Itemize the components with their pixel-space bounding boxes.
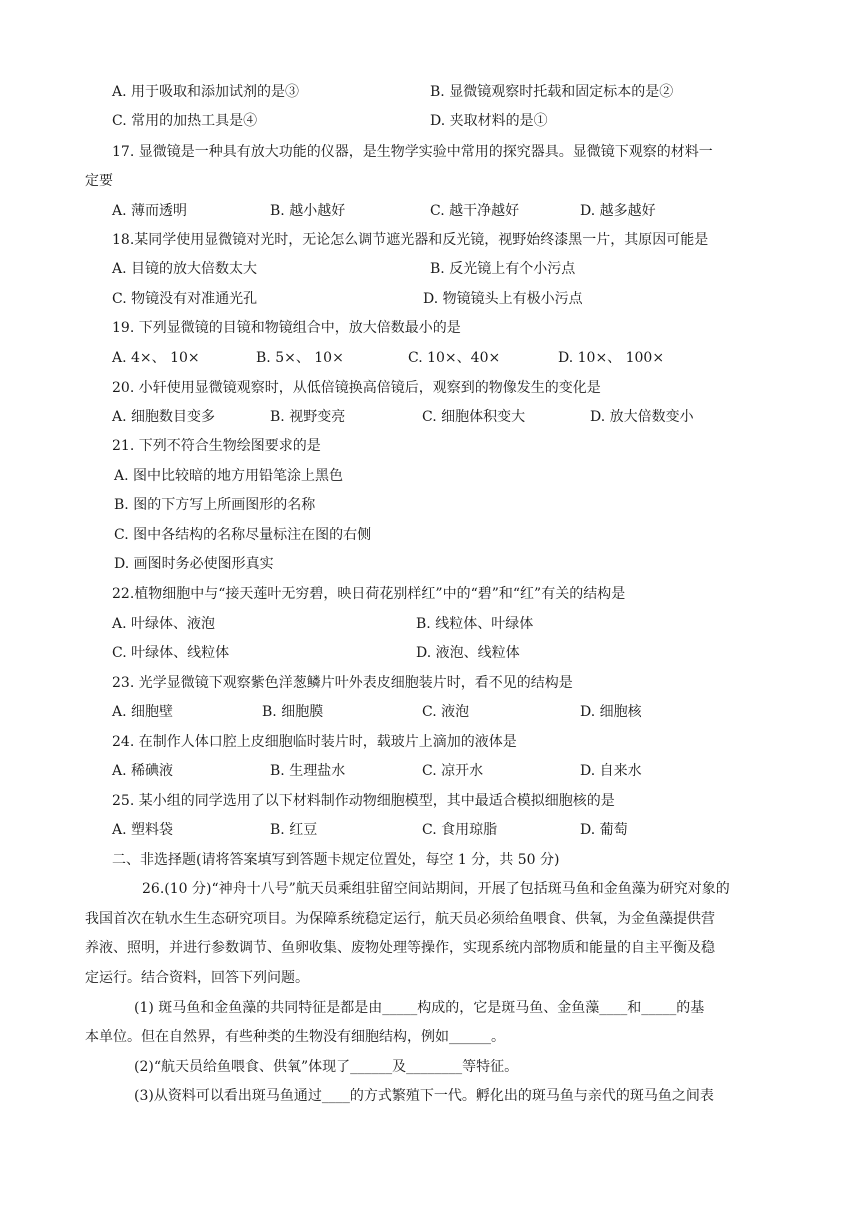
q26-passage-line-4: 定运行。结合资料，回答下列问题。 — [85, 970, 309, 986]
q25-option-b: B. 红豆 — [270, 822, 318, 838]
q18-option-a: A. 目镜的放大倍数太大 — [112, 261, 258, 277]
q16-option-a: A. 用于吸取和添加试剂的是③ — [112, 84, 300, 100]
q21-option-b: B. 图的下方写上所画图形的名称 — [114, 497, 316, 513]
q17-option-d: D. 越多越好 — [580, 203, 656, 219]
q26-passage-line-3: 养液、照明，并进行参数调节、鱼卵收集、废物处理等操作，实现系统内部物质和能量的自主平衡及稳 — [85, 940, 715, 956]
q24-stem: 24. 在制作人体口腔上皮细胞临时装片时，载玻片上滴加的液体是 — [112, 734, 517, 750]
q22-option-a: A. 叶绿体、液泡 — [112, 616, 216, 632]
q22-option-c: C. 叶绿体、线粒体 — [112, 645, 230, 661]
q18-option-d: D. 物镜镜头上有极小污点 — [423, 291, 583, 307]
q22-option-d: D. 液泡、线粒体 — [416, 645, 520, 661]
q23-option-c: C. 液泡 — [422, 704, 470, 720]
q22-stem: 22.植物细胞中与“接天莲叶无穷碧，映日荷花别样红”中的“碧”和“红”有关的结构是 — [112, 586, 626, 602]
q18-option-b: B. 反光镜上有个小污点 — [430, 261, 576, 277]
q23-option-b: B. 细胞膜 — [262, 704, 324, 720]
q24-option-b: B. 生理盐水 — [270, 763, 346, 779]
q16-option-c: C. 常用的加热工具是④ — [112, 113, 258, 129]
q24-option-d: D. 自来水 — [580, 763, 642, 779]
section-heading: 二、非选择题(请将答案填写到答题卡规定位置处，每空 1 分，共 50 分) — [112, 852, 560, 868]
q23-option-d: D. 细胞核 — [580, 704, 642, 720]
q25-option-d: D. 葡萄 — [580, 822, 628, 838]
q16-option-b: B. 显微镜观察时托载和固定标本的是② — [430, 84, 674, 100]
q26-part-3: (3)从资料可以看出斑马鱼通过____的方式繁殖下一代。孵化出的斑马鱼与亲代的斑马鱼之间表 — [134, 1088, 714, 1104]
q19-option-a: A. 4×、 10× — [112, 350, 200, 366]
q19-option-c: C. 10×、40× — [408, 350, 501, 366]
q17-stem-cont: 定要 — [85, 173, 113, 189]
q20-option-a: A. 细胞数目变多 — [112, 409, 216, 425]
q21-option-c: C. 图中各结构的名称尽量标注在图的右侧 — [114, 527, 372, 543]
q22-option-b: B. 线粒体、叶绿体 — [416, 616, 534, 632]
q17-option-b: B. 越小越好 — [270, 203, 346, 219]
q25-option-a: A. 塑料袋 — [112, 822, 174, 838]
q23-stem: 23. 光学显微镜下观察紫色洋葱鳞片叶外表皮细胞装片时，看不见的结构是 — [112, 675, 573, 691]
q24-option-a: A. 稀碘液 — [112, 763, 174, 779]
q26-passage-line-1: 26.(10 分)“神舟十八号”航天员乘组驻留空间站期间，开展了包括斑马鱼和金鱼藻为研究对象的 — [142, 881, 730, 897]
q21-stem: 21. 下列不符合生物绘图要求的是 — [112, 438, 321, 454]
q19-stem: 19. 下列显微镜的目镜和物镜组合中，放大倍数最小的是 — [112, 320, 461, 336]
q25-option-c: C. 食用琼脂 — [422, 822, 498, 838]
q25-stem: 25. 某小组的同学选用了以下材料制作动物细胞模型，其中最适合模拟细胞核的是 — [112, 793, 615, 809]
q21-option-d: D. 画图时务必使图形真实 — [114, 556, 274, 572]
q19-option-d: D. 10×、 100× — [558, 350, 665, 366]
q16-option-d: D. 夹取材料的是① — [430, 113, 548, 129]
q23-option-a: A. 细胞壁 — [112, 704, 174, 720]
q20-stem: 20. 小轩使用显微镜观察时，从低倍镜换高倍镜后，观察到的物像发生的变化是 — [112, 380, 601, 396]
q26-passage-line-2: 我国首次在轨水生生态研究项目。为保障系统稳定运行，航天员必须给鱼喂食、供氧，为金鱼藻提供营 — [85, 911, 715, 927]
q26-part-1-cont: 本单位。但在自然界，有些种类的生物没有细胞结构，例如______。 — [85, 1029, 505, 1045]
q17-stem: 17. 显微镜是一种具有放大功能的仪器，是生物学实验中常用的探究器具。显微镜下观察的材料一 — [112, 144, 713, 160]
q20-option-c: C. 细胞体积变大 — [422, 409, 526, 425]
q17-option-a: A. 薄而透明 — [112, 203, 188, 219]
q24-option-c: C. 凉开水 — [422, 763, 484, 779]
q26-part-2: (2)“航天员给鱼喂食、供氧”体现了______及________等特征。 — [134, 1059, 519, 1075]
q17-option-c: C. 越干净越好 — [430, 203, 520, 219]
q20-option-d: D. 放大倍数变小 — [590, 409, 694, 425]
q20-option-b: B. 视野变亮 — [270, 409, 346, 425]
q18-option-c: C. 物镜没有对准通光孔 — [112, 291, 258, 307]
q21-option-a: A. 图中比较暗的地方用铅笔涂上黑色 — [114, 468, 344, 484]
q18-stem: 18.某同学使用显微镜对光时，无论怎么调节遮光器和反光镜，视野始终漆黑一片，其原因可能是 — [112, 232, 709, 248]
q26-part-1: (1) 斑马鱼和金鱼藻的共同特征是都是由_____构成的，它是斑马鱼、金鱼藻____和_____的基 — [134, 1000, 705, 1016]
q19-option-b: B. 5×、 10× — [256, 350, 344, 366]
